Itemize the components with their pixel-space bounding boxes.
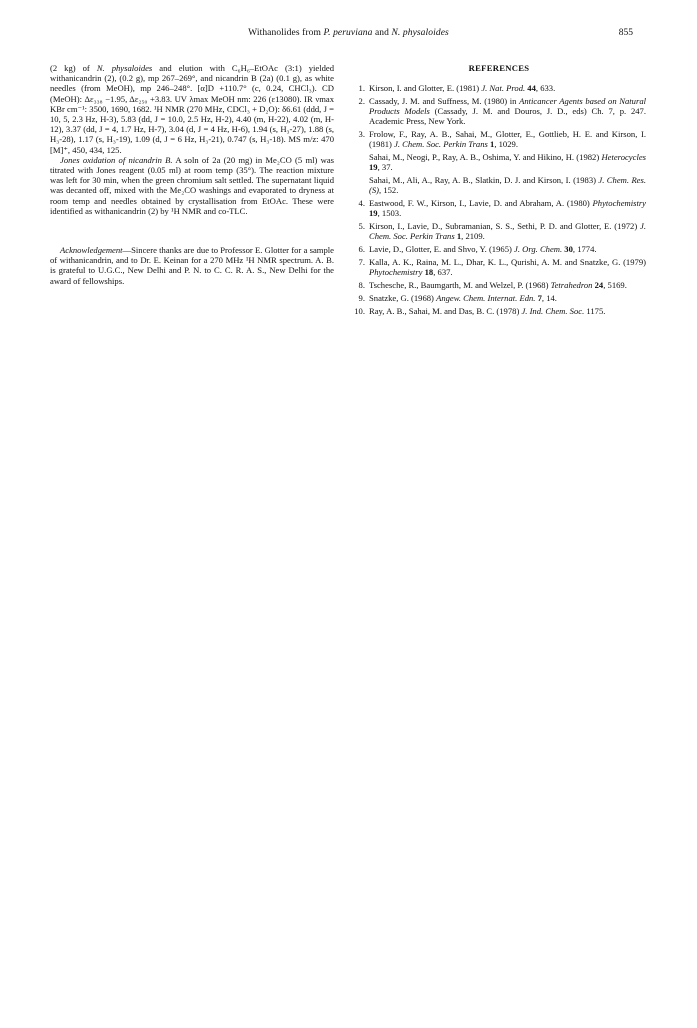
reference-pages: , 1503. — [377, 208, 402, 219]
reference-number: 10. — [354, 305, 365, 316]
reference-journal: J. Chem. Soc. Perkin Trans — [394, 139, 488, 150]
reference-volume: 1 — [454, 231, 462, 242]
reference-authors: Lavie, D., Glotter, E. and Shvo, Y. (1965) — [369, 244, 515, 255]
running-head-title: Withanolides from P. peruviana and N. physaloides — [248, 28, 449, 38]
reference-list — [352, 83, 646, 316]
reference-journal: Anticancer Agents based on Natural Products Models — [369, 96, 647, 117]
reference-volume: 44 — [525, 83, 536, 94]
reference-pages: (Cassady, J. M. and Douros, J. D., eds) Ch. 7, p. 247. Academic Press, New York. — [369, 106, 646, 127]
reference-pages: 1175. — [584, 305, 606, 316]
reference-item — [352, 306, 646, 316]
reference-pages: , 2109. — [461, 231, 485, 242]
reference-authors: Sahai, M., Neogi, P., Ray, A. B., Oshima, Y. and Hikino, H. (1982) — [369, 152, 602, 163]
jones-oxidation-paragraph: Jones oxidation of nicandrin B. A soln of 2a (20 mg) in Me₂CO (5 ml) was titrated with Jones reagent (0.05 ml) at room temp (35°). The reaction mixture was left for 30 min, when the green chromium salt settled. The supernatant liquid was decanted off, mixed with the Me₂CO washings and evaporated to dryness at room temp and needles obtained by crystallisation from EtOAc. These were identified as withanicandrin (2) by ¹H NMR and co-TLC. — [50, 154, 334, 216]
reference-journal: Heterocycles — [601, 152, 646, 163]
reference-item — [352, 244, 646, 254]
reference-pages: , 637. — [433, 267, 453, 278]
reference-pages: , 14. — [541, 292, 557, 303]
reference-volume: 19 — [369, 208, 378, 219]
reference-number: 5. — [358, 221, 365, 232]
reference-journal: J. Chem. Soc. Perkin Trans — [369, 221, 646, 242]
reference-number: 7. — [358, 257, 365, 267]
reference-journal: J. Chem. Res. (S) — [369, 175, 646, 196]
reference-authors: Ray, A. B., Sahai, M. and Das, B. C. (1978) — [369, 305, 522, 316]
reference-pages: , 5169. — [603, 280, 627, 290]
reference-item — [352, 198, 646, 218]
reference-item — [352, 83, 646, 93]
reference-volume: 1 — [487, 139, 495, 150]
reference-item — [352, 96, 646, 127]
reference-number: 4. — [358, 198, 365, 209]
reference-authors: Sahai, M., Ali, A., Ray, A. B., Slatkin, D. J. and Kirson, I. (1983) — [369, 175, 599, 186]
page-number: 855 — [618, 28, 633, 38]
reference-journal: J. Org. Chem. — [514, 244, 563, 255]
reference-number: 9. — [358, 292, 365, 303]
reference-journal: Phytochemistry — [592, 198, 646, 209]
left-column — [50, 63, 334, 286]
reference-pages: , 1774. — [572, 244, 597, 255]
reference-authors: Frolow, F., Ray, A. B., Sahai, M., Glotter, E., Gottlieb, H. E. and Kirson, I. (1981) — [369, 129, 646, 150]
reference-pages: , 152. — [379, 185, 399, 196]
reference-journal: J. Ind. Chem. Soc. — [521, 305, 585, 316]
reference-item — [352, 129, 646, 149]
reference-journal: Phytochemistry — [369, 267, 423, 278]
reference-number: 3. — [358, 129, 365, 140]
experimental-paragraph: (2 kg) of N. physaloides and elution with C₆H₆–EtOAc (3:1) yielded withanicandrin (2), (0.2 g), mp 267–269°, and nicandrin B (2a) (0.1 g), as white needles (from MeOH), mp 246–248°. [α]D +110.7° (c, 0.24, CHCl₃). CD (MeOH): Δε₃₃₈ −1.95, Δε₂₅₀ +3.83. UV λmax MeOH nm: 226 (ε13080). IR νmax KBr cm⁻¹: 3500, 1690, 1682. ¹H NMR (270 MHz, CDCl₃ + D₂O): δ6.61 (ddd, J = 10, 5, 2.3 Hz, H-3), 5.83 (dd, J = 10.0, 2.5 Hz, H-2), 4.40 (m, H-22), 4.02 (m, H-12), 3.37 (dd, J = 4, 1.7 Hz, H-7), 3.04 (d, J = 4 Hz, H-6), 1.94 (s, H₃-27), 1.88 (s, H₃-28), 1.17 (s, H₃-19), 1.09 (d, J = 6 Hz, H₃-21), 0.747 (s, H₃-18). MS m/z: 470 [M]⁺, 450, 434, 125. — [50, 63, 334, 155]
references-heading: REFERENCES — [468, 63, 530, 73]
reference-pages: , 37. — [377, 162, 393, 173]
references-column — [352, 63, 646, 318]
reference-volume: 7 — [535, 292, 542, 303]
reference-authors: Kirson, I., Lavie, D., Subramanian, S. S., Sethi, P. D. and Glotter, E. (1972) — [369, 221, 641, 232]
reference-volume: 24 — [592, 280, 604, 290]
reference-authors: Eastwood, F. W., Kirson, I., Lavie, D. and Abraham, A. (1980) — [369, 198, 593, 209]
reference-pages: , 633. — [535, 83, 556, 94]
reference-journal: Angew. Chem. Internat. Edn. — [436, 292, 536, 303]
reference-journal: Tetrahedron — [550, 280, 593, 290]
reference-authors: Kalla, A. K., Raina, M. L., Dhar, K. L., Qurishi, A. M. and Snatzke, G. (1979) — [369, 257, 646, 267]
reference-pages: , 1029. — [494, 139, 518, 150]
reference-item — [352, 221, 646, 241]
reference-number: 1. — [358, 83, 365, 94]
reference-authors: Tschesche, R., Baumgarth, M. and Welzel, P. (1968) — [369, 280, 551, 290]
reference-item — [352, 152, 646, 172]
reference-authors: Cassady, J. M. and Suffness, M. (1980) in — [369, 96, 520, 106]
reference-authors: Snatzke, G. (1968) — [369, 292, 437, 303]
reference-item — [352, 175, 646, 195]
reference-journal: J. Nat. Prod. — [481, 83, 526, 94]
reference-item — [352, 257, 646, 277]
reference-authors: Kirson, I. and Glotter, E. (1981) — [369, 83, 482, 94]
reference-volume: 18 — [422, 267, 434, 278]
reference-number: 8. — [358, 280, 365, 290]
running-head — [0, 28, 697, 42]
reference-volume: 30 — [562, 244, 573, 255]
reference-volume: 19 — [369, 162, 378, 173]
reference-number: 6. — [358, 244, 365, 255]
reference-item — [352, 280, 646, 290]
reference-number: 2. — [358, 96, 365, 106]
acknowledgement-paragraph: Acknowledgement—Sincere thanks are due to Professor E. Glotter for a sample of withanicandrin, and to Dr. E. Keinan for a 270 MHz ¹H NMR spectrum. A. B. is grateful to U.G.C., New Delhi and P. N. to C. C. R. A. S., New Delhi for the award of fellowships. — [50, 245, 334, 286]
reference-item — [352, 293, 646, 303]
